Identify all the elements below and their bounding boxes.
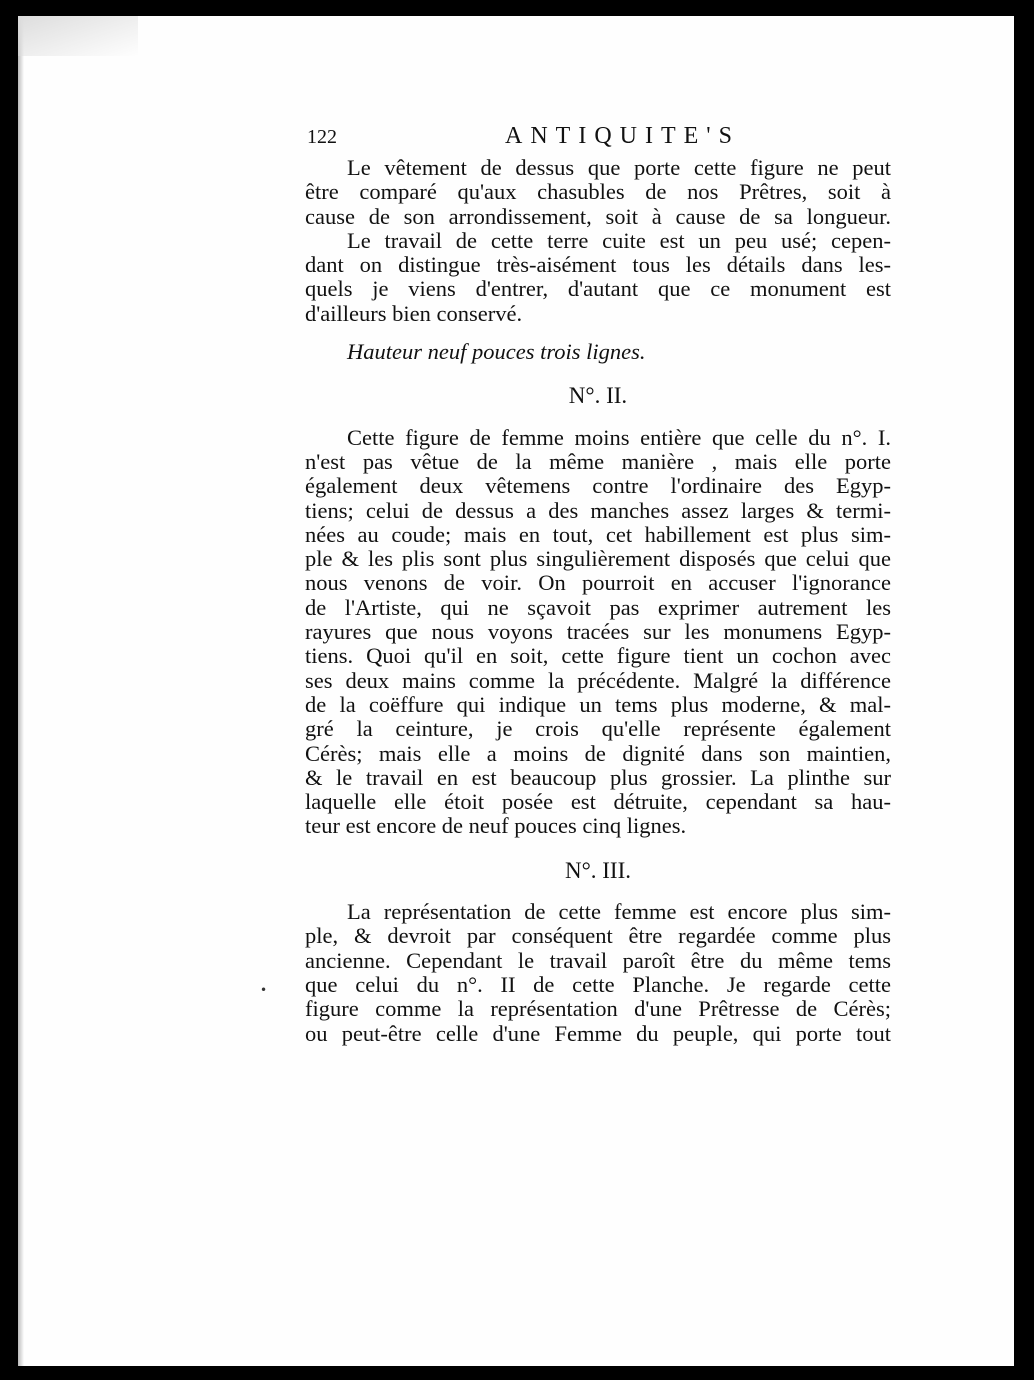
text-line: Cérès; mais elle a moins de dignité dans son maintien, [305,740,891,766]
text-line: de la coëffure qui indique un tems plus moderne, & mal- [305,691,891,717]
text-line: cause de son arrondissement, soit à cause de sa longueur. [305,203,891,229]
text-line: quels je viens d'entrer, d'autant que ce monument est [305,276,891,302]
running-head [305,124,891,156]
paragraph-figure-ii [305,426,891,839]
text-line: Cette figure de femme moins entière que celle du n°. I. [347,424,891,450]
text-line: d'ailleurs bien conservé. [305,300,523,326]
text-block [305,124,891,1046]
paragraph-figure-iii [305,900,891,1046]
text-line: rayures que nous voyons tracées sur les monumens Egyp- [305,619,891,645]
text-line: ou peut-être celle d'une Femme du peuple, qui porte tout [305,1020,891,1046]
text-line: gré la ceinture, je crois qu'elle représente également [305,716,891,742]
running-title: ANTIQUITE'S [505,123,740,149]
text-line: tiens; celui de dessus a des manches assez larges & termi- [305,497,891,523]
text-line: Le vêtement de dessus que porte cette figure ne peut [347,155,891,180]
text-line: ple & les plis sont plus singulièrement disposés que celui que [305,546,891,572]
section-heading-ii: N°. II. [568,383,628,409]
scan-shadow-edge [18,16,24,1366]
text-line: ple, & devroit par conséquent être regardée comme plus [305,923,891,949]
section-heading-iii: N°. III. [564,857,632,883]
text-line: nous venons de voir. On pourroit en accuser l'ignorance [305,570,891,596]
paragraph-chasuble [305,156,891,229]
text-line: Le travail de cette terre cuite est un peu usé; cepen- [347,227,891,253]
text-line: laquelle elle étoit posée est détruite, cependant sa hau- [305,789,891,815]
text-line: tiens. Quoi qu'il en soit, cette figure tient un cochon avec [305,643,891,669]
text-line: nées au coude; mais en tout, cet habillement est plus sim- [305,521,891,547]
text-line: teur est encore de neuf pouces cinq lignes. [305,813,687,839]
text-line: n'est pas vêtue de la même manière , mais elle porte [305,448,891,474]
text-line: de l'Artiste, qui ne sçavoit pas exprimer autrement les [305,594,891,620]
book-page [18,16,1014,1366]
text-line: dant on distingue très-aisément tous les détails dans les- [305,252,891,278]
text-line: que celui du n°. II de cette Planche. Je regarde cette [305,971,891,997]
text-line: La représentation de cette femme est encore plus sim- [347,899,891,925]
ink-speck: • [260,983,268,997]
paragraph-terre-cuite [305,229,891,326]
text-line: ancienne. Cependant le travail paroît être du même tems [305,947,891,973]
text-line: être comparé qu'aux chasubles de nos Prêtres, soit à [305,179,891,205]
height-measure: Hauteur neuf pouces trois lignes. [347,339,646,365]
text-line: figure comme la représentation d'une Prêtresse de Cérès; [305,996,891,1022]
text-line: ses deux mains comme la précédente. Malgré la différence [305,667,891,693]
page-number: 122 [307,126,337,148]
text-line: également deux vêtemens contre l'ordinaire des Egyp- [305,473,891,499]
scan-shadow-corner [18,16,138,56]
text-line: & le travail en est beaucoup plus grossier. La plinthe sur [305,764,891,790]
